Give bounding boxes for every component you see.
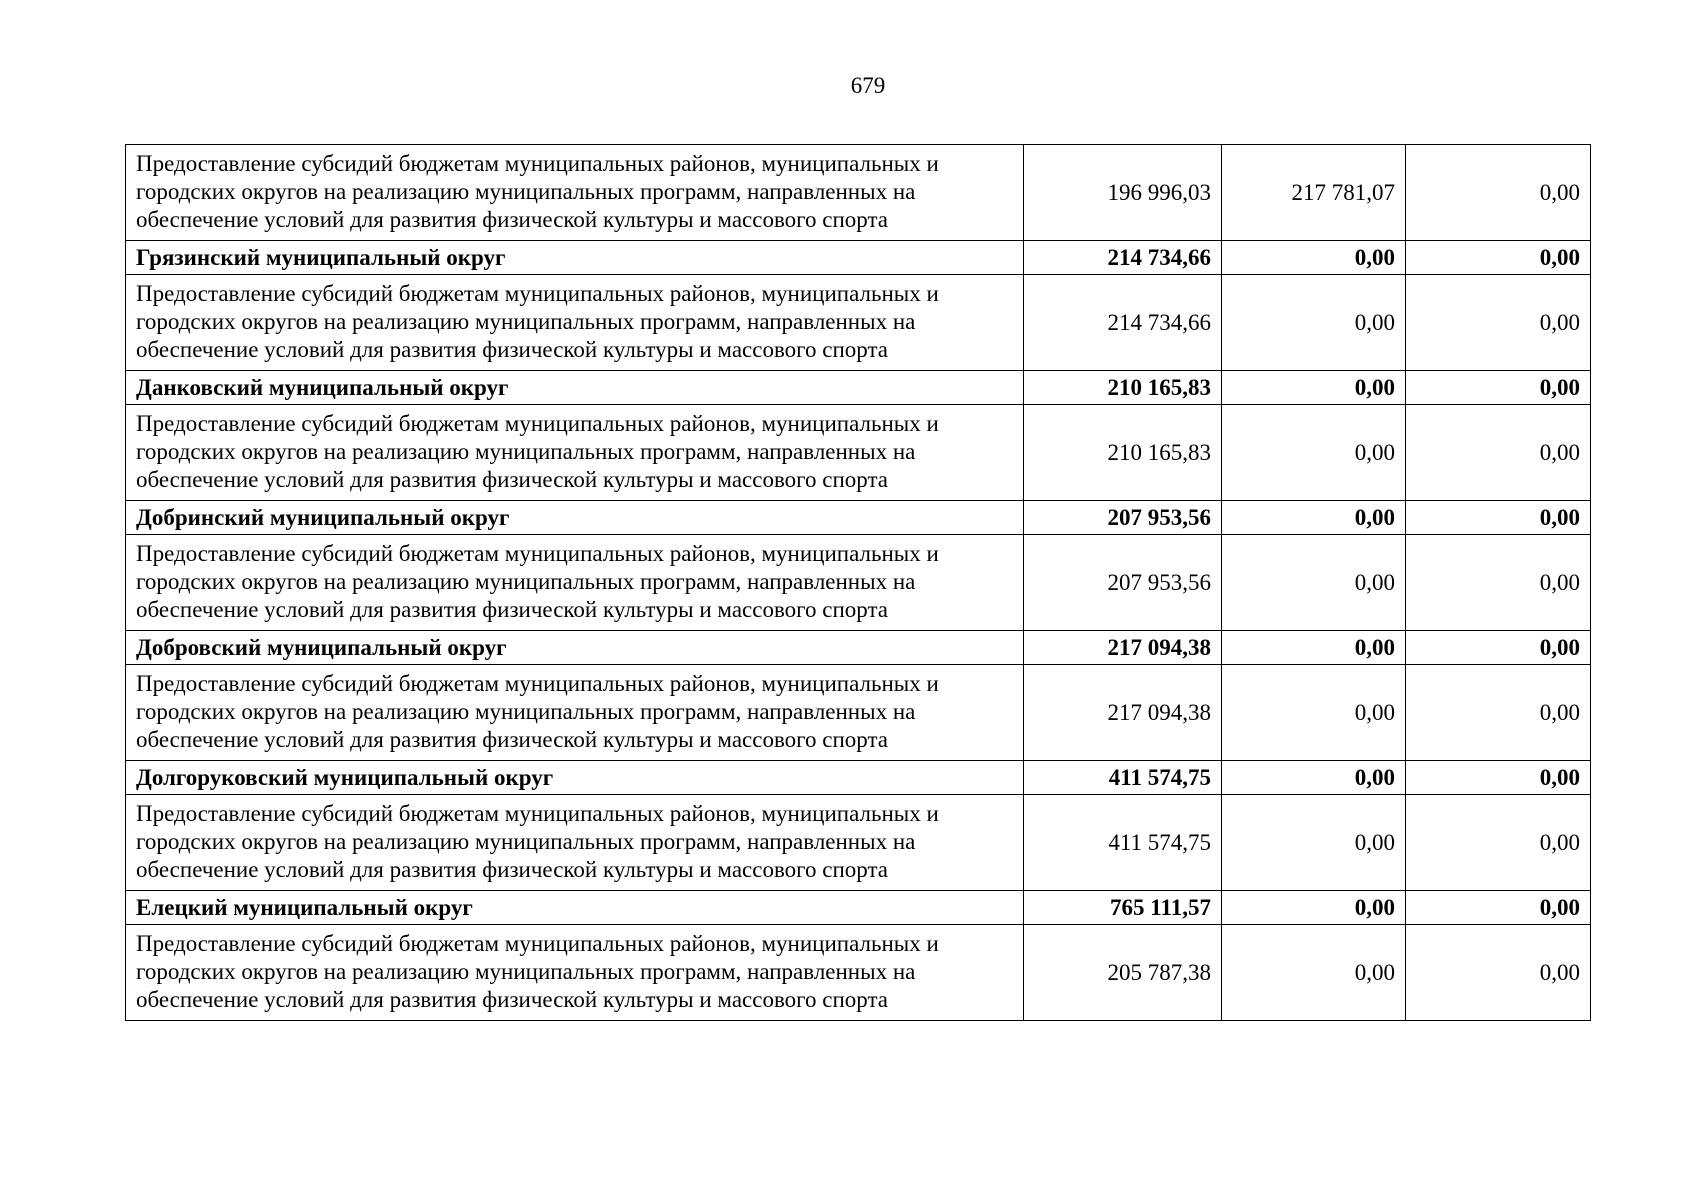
row-value-2: 0,00 <box>1222 631 1406 665</box>
row-value-3: 0,00 <box>1406 501 1591 535</box>
table-row-subsidy <box>126 665 1591 761</box>
row-value-2: 0,00 <box>1222 275 1406 371</box>
row-value-1: 217 094,38 <box>1024 631 1222 665</box>
row-value-3: 0,00 <box>1406 241 1591 275</box>
row-description: Данковский муниципальный округ <box>126 371 1024 405</box>
table-row-subsidy <box>126 275 1591 371</box>
page-number: 679 <box>850 73 886 98</box>
row-value-1: 205 787,38 <box>1024 925 1222 1021</box>
table-row-subsidy <box>126 405 1591 501</box>
row-value-1: 210 165,83 <box>1024 405 1222 501</box>
row-value-2: 217 781,07 <box>1222 145 1406 241</box>
row-value-2: 0,00 <box>1222 795 1406 891</box>
row-value-1: 210 165,83 <box>1024 371 1222 405</box>
row-description: Добровский муниципальный округ <box>126 631 1024 665</box>
table-row-district <box>126 761 1591 795</box>
row-value-2: 0,00 <box>1222 501 1406 535</box>
row-value-1: 207 953,56 <box>1024 535 1222 631</box>
row-description: Елецкий муниципальный округ <box>126 891 1024 925</box>
table-row-district <box>126 891 1591 925</box>
row-value-3: 0,00 <box>1406 275 1591 371</box>
row-value-3: 0,00 <box>1406 665 1591 761</box>
row-value-1: 765 111,57 <box>1024 891 1222 925</box>
row-description: Грязинский муниципальный округ <box>126 241 1024 275</box>
row-value-1: 217 094,38 <box>1024 665 1222 761</box>
row-value-1: 207 953,56 <box>1024 501 1222 535</box>
row-description: Предоставление субсидий бюджетам муниципальных районов, муниципальных и городских округов на реализацию муниципальных программ, направленных на обеспечение условий для развития физической культуры и массового спорта <box>126 925 1024 1021</box>
row-value-1: 214 734,66 <box>1024 275 1222 371</box>
row-value-1: 411 574,75 <box>1024 761 1222 795</box>
table-row-district <box>126 241 1591 275</box>
row-value-3: 0,00 <box>1406 145 1591 241</box>
table-row-subsidy <box>126 145 1591 241</box>
row-value-2: 0,00 <box>1222 241 1406 275</box>
budget-table <box>125 144 1591 1021</box>
row-value-2: 0,00 <box>1222 371 1406 405</box>
table-row-subsidy <box>126 795 1591 891</box>
table-row-subsidy <box>126 535 1591 631</box>
row-description: Предоставление субсидий бюджетам муниципальных районов, муниципальных и городских округов на реализацию муниципальных программ, направленных на обеспечение условий для развития физической культуры и массового спорта <box>126 145 1024 241</box>
row-value-2: 0,00 <box>1222 891 1406 925</box>
row-description: Добринский муниципальный округ <box>126 501 1024 535</box>
row-value-3: 0,00 <box>1406 761 1591 795</box>
row-value-1: 411 574,75 <box>1024 795 1222 891</box>
row-value-3: 0,00 <box>1406 405 1591 501</box>
row-value-3: 0,00 <box>1406 535 1591 631</box>
row-value-2: 0,00 <box>1222 761 1406 795</box>
row-value-2: 0,00 <box>1222 535 1406 631</box>
row-value-2: 0,00 <box>1222 665 1406 761</box>
row-value-3: 0,00 <box>1406 371 1591 405</box>
row-description: Предоставление субсидий бюджетам муниципальных районов, муниципальных и городских округов на реализацию муниципальных программ, направленных на обеспечение условий для развития физической культуры и массового спорта <box>126 665 1024 761</box>
row-value-3: 0,00 <box>1406 795 1591 891</box>
row-description: Предоставление субсидий бюджетам муниципальных районов, муниципальных и городских округов на реализацию муниципальных программ, направленных на обеспечение условий для развития физической культуры и массового спорта <box>126 795 1024 891</box>
row-description: Предоставление субсидий бюджетам муниципальных районов, муниципальных и городских округов на реализацию муниципальных программ, направленных на обеспечение условий для развития физической культуры и массового спорта <box>126 275 1024 371</box>
row-description: Предоставление субсидий бюджетам муниципальных районов, муниципальных и городских округов на реализацию муниципальных программ, направленных на обеспечение условий для развития физической культуры и массового спорта <box>126 535 1024 631</box>
row-value-2: 0,00 <box>1222 925 1406 1021</box>
row-description: Предоставление субсидий бюджетам муниципальных районов, муниципальных и городских округов на реализацию муниципальных программ, направленных на обеспечение условий для развития физической культуры и массового спорта <box>126 405 1024 501</box>
row-value-2: 0,00 <box>1222 405 1406 501</box>
table-row-district <box>126 631 1591 665</box>
row-value-3: 0,00 <box>1406 925 1591 1021</box>
table-row-district <box>126 501 1591 535</box>
row-value-1: 196 996,03 <box>1024 145 1222 241</box>
row-value-3: 0,00 <box>1406 891 1591 925</box>
row-value-1: 214 734,66 <box>1024 241 1222 275</box>
budget-table-body <box>126 145 1591 1021</box>
table-row-subsidy <box>126 925 1591 1021</box>
row-value-3: 0,00 <box>1406 631 1591 665</box>
table-row-district <box>126 371 1591 405</box>
row-description: Долгоруковский муниципальный округ <box>126 761 1024 795</box>
